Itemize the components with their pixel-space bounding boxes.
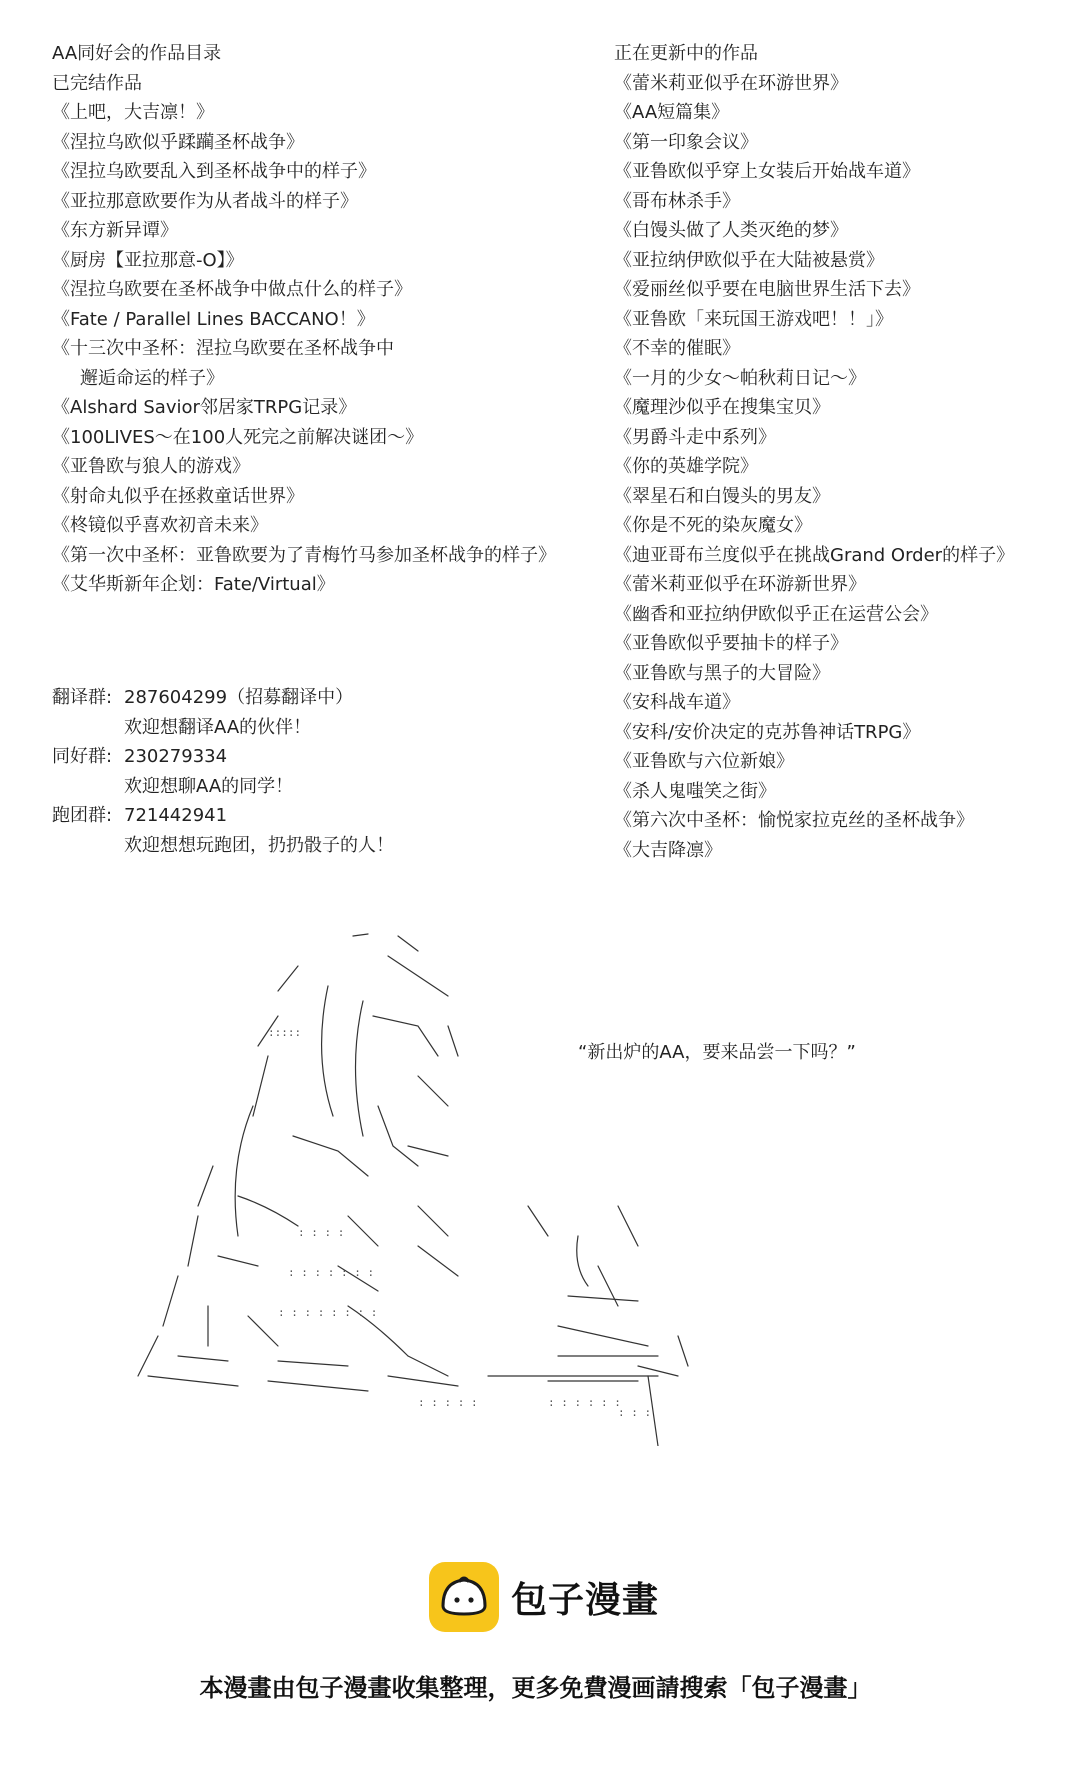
group-note: 欢迎想聊AA的同学！ (124, 775, 294, 797)
list-item: 《亚鲁欧与黑子的大冒险》 (614, 662, 830, 684)
group-label: 翻译群: (52, 687, 113, 708)
group-number: 721442941 (124, 805, 228, 826)
speech-quote: “新出炉的AA，要来品尝一下吗？” (578, 1042, 856, 1063)
list-item: 《AA短篇集》 (614, 102, 730, 123)
list-item: 《亚鲁欧「来玩国王游戏吧！！」》 (614, 308, 893, 330)
list-item: 《艾华斯新年企划：Fate/Virtual》 (52, 574, 335, 595)
list-item: 《翠星石和白馒头的男友》 (614, 485, 830, 507)
group-number: 287604299（招募翻译中） (124, 687, 354, 708)
list-item: 《100LIVES～在100人死完之前解决谜团～》 (52, 426, 424, 448)
list-item: 《涅拉乌欧似乎蹂躏圣杯战争》 (52, 131, 304, 153)
catalog-header: AA同好会的作品目录 (52, 43, 222, 64)
svg-text::::::: ::::: (268, 1026, 302, 1039)
group-row (52, 683, 394, 713)
list-item: 《魔理沙似乎在搜集宝贝》 (614, 397, 830, 418)
ascii-art-illustration (118, 906, 758, 1446)
group-contacts (52, 683, 394, 860)
list-item: 《第一次中圣杯：亚鲁欧要为了青梅竹马参加圣杯战争的样子》 (52, 544, 556, 566)
list-item: 《大吉降凛》 (614, 839, 722, 861)
list-item: 《第六次中圣杯：愉悦家拉克丝的圣杯战争》 (614, 810, 974, 831)
list-item-continuation: 邂逅命运的样子》 (80, 367, 224, 389)
list-item: 《白馒头做了人类灭绝的梦》 (614, 220, 848, 241)
list-item: 《涅拉乌欧要乱入到圣杯战争中的样子》 (52, 161, 376, 182)
group-label (52, 713, 124, 743)
bun-logo-icon (429, 1562, 499, 1632)
group-row (52, 801, 394, 831)
list-item: 《爱丽丝似乎要在电脑世界生活下去》 (614, 279, 920, 300)
list-item: 《亚鲁欧似乎要抽卡的样子》 (614, 633, 848, 654)
ongoing-works-column (614, 39, 1064, 865)
completed-header: 已完结作品 (52, 72, 142, 94)
svg-text:: : : :: : : : : (298, 1226, 345, 1239)
list-item: 《不幸的催眠》 (614, 338, 740, 359)
group-note: 欢迎想想玩跑团，扔扔骰子的人！ (124, 834, 394, 856)
brand-name: 包子漫畫 (511, 1579, 660, 1621)
group-label (52, 831, 124, 861)
group-number: 230279334 (124, 746, 228, 767)
list-item: 《柊镜似乎喜欢初音未来》 (52, 515, 268, 536)
list-item: 《亚鲁欧与六位新娘》 (614, 751, 794, 772)
svg-text:: : : : :: : : : : : (418, 1396, 478, 1409)
list-item: 《亚鲁欧与狼人的游戏》 (52, 456, 250, 477)
list-item: 《亚拉纳伊欧似乎在大陆被悬赏》 (614, 249, 884, 271)
group-row (52, 742, 394, 772)
list-item: 《蕾米莉亚似乎在环游世界》 (614, 72, 848, 94)
list-item: 《厨房【亚拉那意-O】》 (52, 249, 244, 271)
list-item: 《十三次中圣杯：涅拉乌欧要在圣杯战争中 (52, 338, 394, 359)
group-label: 同好群: (52, 746, 113, 767)
completed-works-column (52, 39, 572, 600)
list-item: 《杀人鬼嗤笑之街》 (614, 780, 776, 802)
list-item: 《东方新异谭》 (52, 220, 178, 241)
group-note: 欢迎想翻译AA的伙伴！ (124, 716, 312, 738)
list-item: 《幽香和亚拉纳伊欧似乎正在运营公会》 (614, 603, 938, 625)
list-item: 《迪亚哥布兰度似乎在挑战Grand Order的样子》 (614, 544, 1015, 566)
group-row (52, 772, 394, 802)
svg-text:: : : : : : :: : : : : : : : (288, 1266, 375, 1279)
list-item: 《安科战车道》 (614, 692, 740, 713)
list-item: 《男爵斗走中系列》 (614, 426, 776, 448)
list-item: 《一月的少女～帕秋莉日记～》 (614, 367, 866, 389)
list-item: 《哥布林杀手》 (614, 190, 740, 212)
svg-text:: : : : : : : :: : : : : : : : : (278, 1306, 378, 1319)
footer-notice: 本漫畫由包子漫畫收集整理，更多免費漫画請搜索「包子漫畫」 (199, 1674, 872, 1702)
list-item: 《涅拉乌欧要在圣杯战争中做点什么的样子》 (52, 279, 412, 300)
ongoing-header: 正在更新中的作品 (614, 43, 758, 64)
list-item: 《Alshard Savior邻居家TRPG记录》 (52, 397, 357, 418)
group-row (52, 713, 394, 743)
list-item: 《安科/安价决定的克苏鲁神话TRPG》 (614, 721, 921, 743)
list-item: 《上吧，大吉凛！》 (52, 102, 214, 123)
list-item: 《射命丸似乎在拯救童话世界》 (52, 485, 304, 507)
list-item: 《你是不死的染灰魔女》 (614, 515, 812, 536)
svg-text:: : : : : :: : : : : : : (548, 1396, 621, 1409)
list-item: 《Fate / Parallel Lines BACCANO！》 (52, 308, 375, 330)
group-label: 跑团群: (52, 805, 113, 826)
list-item: 《亚鲁欧似乎穿上女装后开始战车道》 (614, 161, 920, 182)
group-label (52, 772, 124, 802)
list-item: 《第一印象会议》 (614, 131, 758, 153)
group-row (52, 831, 394, 861)
brand-logo (429, 1562, 659, 1632)
list-item: 《蕾米莉亚似乎在环游新世界》 (614, 574, 866, 595)
list-item: 《亚拉那意欧要作为从者战斗的样子》 (52, 190, 358, 212)
svg-text:: : :: : : : (618, 1406, 652, 1419)
list-item: 《你的英雄学院》 (614, 456, 758, 477)
